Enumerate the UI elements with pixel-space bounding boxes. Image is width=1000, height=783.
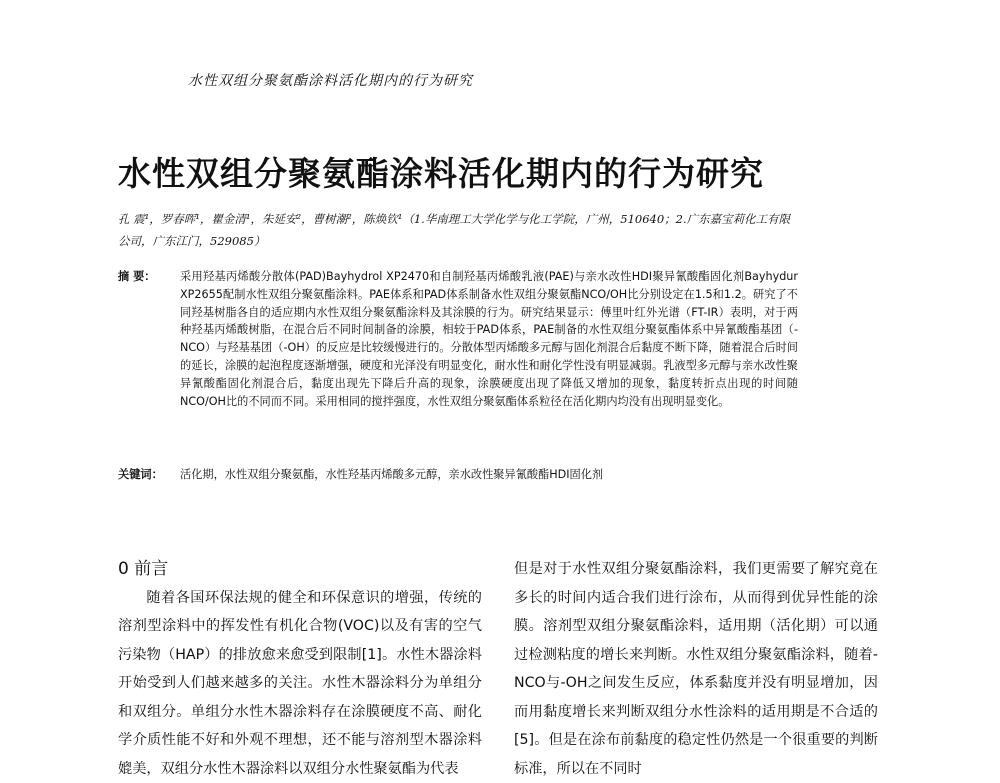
keywords-label: 关键词： xyxy=(118,466,180,484)
intro-paragraph: 随着各国环保法规的健全和环保意识的增强，传统的溶剂型涂料中的挥发性有机化合物(VOC)以及有害的空气污染物（HAP）的排放愈来愈受到限制[1]。水性木器涂料开始受到人们越来越多的关注。水性木器涂料分为单组分和双组分。单组分水性木器涂料存在涂膜硬度不高、耐化学介质性能不好和外观不理想，还不能与溶剂型木器涂料媲美，双组分水性木器涂料以双组分水性聚氨酯为代表 xyxy=(118,584,482,783)
abstract-text: 采用羟基丙烯酸分散体(PAD)Bayhydrol XP2470和自制羟基丙烯酸乳液(PAE)与亲水改性HDI聚异氰酸酯固化剂Bayhydur XP2655配制水性双组分聚氨酯涂料。PAE体系和PAD体系制备水性双组分聚氨酯NCO/OH比分别设定在1.5和1.2。研究了不同羟基树脂各自的适应期内水性双组分聚氨酯涂料及其涂膜的行为。研究结果显示：傅里叶红外光谱（FT-IR）表明，对于两种羟基丙烯酸树脂，在混合后不同时间制备的涂膜，相较于PAD体系，PAE制备的水性双组分聚氨酯体系中异氰酸酯基团（-NCO）与羟基基团（-OH）的反应是比较缓慢进行的。分散体型丙烯酸多元醇与固化剂混合后黏度不断下降，随着混合后时间的延长，涂膜的起泡程度逐渐增强，硬度和光泽没有明显变化，耐水性和耐化学性没有明显减弱。乳液型多元醇与亲水改性聚异氰酸酯固化剂混合后，黏度出现先下降后升高的现象，涂膜硬度出现了降低又增加的现象，黏度转折点出现的时间随NCO/OH比的不同而不同。采用相同的搅拌强度，水性双组分聚氨酯体系粒径在活化期内均没有出现明显变化。 xyxy=(180,268,798,410)
right-column-paragraph: 但是对于水性双组分聚氨酯涂料，我们更需要了解究竟在多长的时间内适合我们进行涂布，从而得到优异性能的涂膜。溶剂型双组分聚氨酯涂料，适用期（活化期）可以通过检测粘度的增长来判断。水性双组分聚氨酯涂料，随着-NCO与-OH之间发生反应，体系黏度并没有明显增加，因而用黏度增长来判断双组分水性涂料的适用期是不合适的[5]。但是在涂布前黏度的稳定性仍然是一个很重要的判断标准，所以在不同时 xyxy=(514,555,878,783)
section-heading-intro: 0 前言 xyxy=(118,555,482,584)
authors-affiliations: 孔 震¹，罗春晖¹，瞿金清¹，朱延安²，曹树潮²，陈焕钦¹（1.华南理工大学化学与化工学院，广州，510640；2.广东嘉宝莉化工有限公司，广东江门，529085） xyxy=(118,208,798,252)
left-column xyxy=(118,555,482,760)
keywords-block xyxy=(118,466,798,484)
right-column xyxy=(514,555,878,760)
running-header: 水性双组分聚氨酯涂料活化期内的行为研究 xyxy=(188,70,473,90)
article-title: 水性双组分聚氨酯涂料活化期内的行为研究 xyxy=(118,148,764,195)
abstract-label: 摘 要： xyxy=(118,268,180,286)
abstract-block xyxy=(118,268,798,410)
keywords-text: 活化期，水性双组分聚氨酯，水性羟基丙烯酸多元醇，亲水改性聚异氰酸酯HDI固化剂 xyxy=(180,468,603,481)
